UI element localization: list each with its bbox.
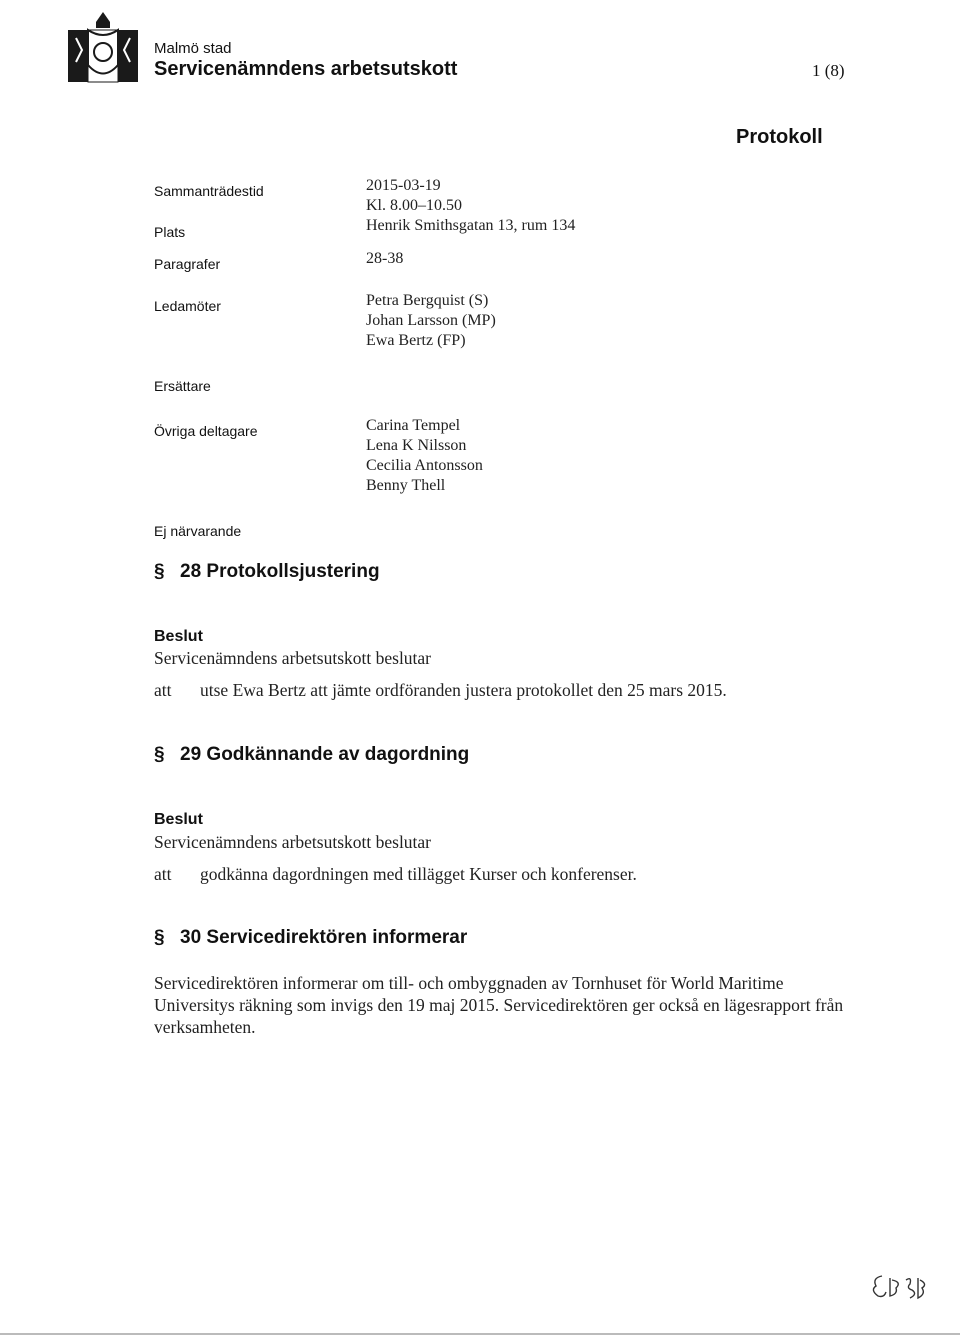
section-heading-28 — [154, 561, 380, 583]
section-symbol: § — [154, 927, 165, 948]
substitutes-label: Ersättare — [154, 378, 211, 394]
section-symbol: § — [154, 744, 165, 765]
footer-rule — [0, 1333, 960, 1335]
section-heading-29 — [154, 744, 469, 766]
member-item: Petra Bergquist (S) — [366, 292, 489, 309]
participant-item: Carina Tempel — [366, 417, 461, 434]
members-label: Ledamöter — [154, 298, 221, 314]
others-list — [366, 416, 483, 496]
decision-text: utse Ewa Bertz att jämte ordföranden justera protokollet den 25 mars 2015. — [200, 680, 727, 700]
paragraphs-value: 28-38 — [366, 250, 404, 267]
organization-name: Malmö stad — [154, 40, 232, 57]
member-item: Johan Larsson (MP) — [366, 312, 496, 329]
decision-intro: Servicenämndens arbetsutskott beslutar — [154, 648, 432, 668]
document-title: Servicenämndens arbetsutskott — [154, 58, 458, 80]
section-heading-30 — [154, 927, 467, 949]
member-item: Ewa Bertz (FP) — [366, 332, 466, 349]
initials-signature-icon — [868, 1268, 932, 1304]
participant-item: Cecilia Antonsson — [366, 457, 483, 474]
absent-label: Ej närvarande — [154, 523, 242, 539]
malmo-coat-of-arms-icon — [66, 10, 140, 84]
beslut-label: Beslut — [154, 811, 203, 828]
section-title: 28 Protokollsjustering — [180, 561, 380, 582]
meeting-time: Kl. 8.00–10.50 — [366, 197, 462, 214]
att-label: att — [154, 864, 172, 884]
document-type: Protokoll — [736, 126, 823, 148]
section-title: 30 Servicedirektören informerar — [180, 927, 468, 948]
members-list — [366, 291, 496, 351]
decision-intro: Servicenämndens arbetsutskott beslutar — [154, 832, 432, 852]
decision-text: godkänna dagordningen med tillägget Kurser och konferenser. — [200, 864, 637, 884]
participant-item: Benny Thell — [366, 477, 446, 494]
place-value: Henrik Smithsgatan 13, rum 134 — [366, 217, 576, 234]
section-title: 29 Godkännande av dagordning — [180, 744, 470, 765]
beslut-label: Beslut — [154, 628, 203, 645]
page-number: 1 (8) — [812, 61, 845, 80]
place-label: Plats — [154, 224, 186, 240]
section-symbol: § — [154, 561, 165, 582]
date-label: Sammanträdestid — [154, 183, 264, 199]
others-label: Övriga deltagare — [154, 423, 258, 439]
date-value — [366, 176, 462, 216]
paragraphs-label: Paragrafer — [154, 256, 221, 272]
participant-item: Lena K Nilsson — [366, 437, 467, 454]
meeting-date: 2015-03-19 — [366, 177, 441, 194]
section-body: Servicedirektören informerar om till- och ombyggnaden av Tornhuset för World Maritime Universitys räkning som invigs den 19 maj 2015. Servicedirektören ger också en lägesrapport från verksamheten. — [154, 973, 844, 1037]
att-label: att — [154, 680, 172, 700]
